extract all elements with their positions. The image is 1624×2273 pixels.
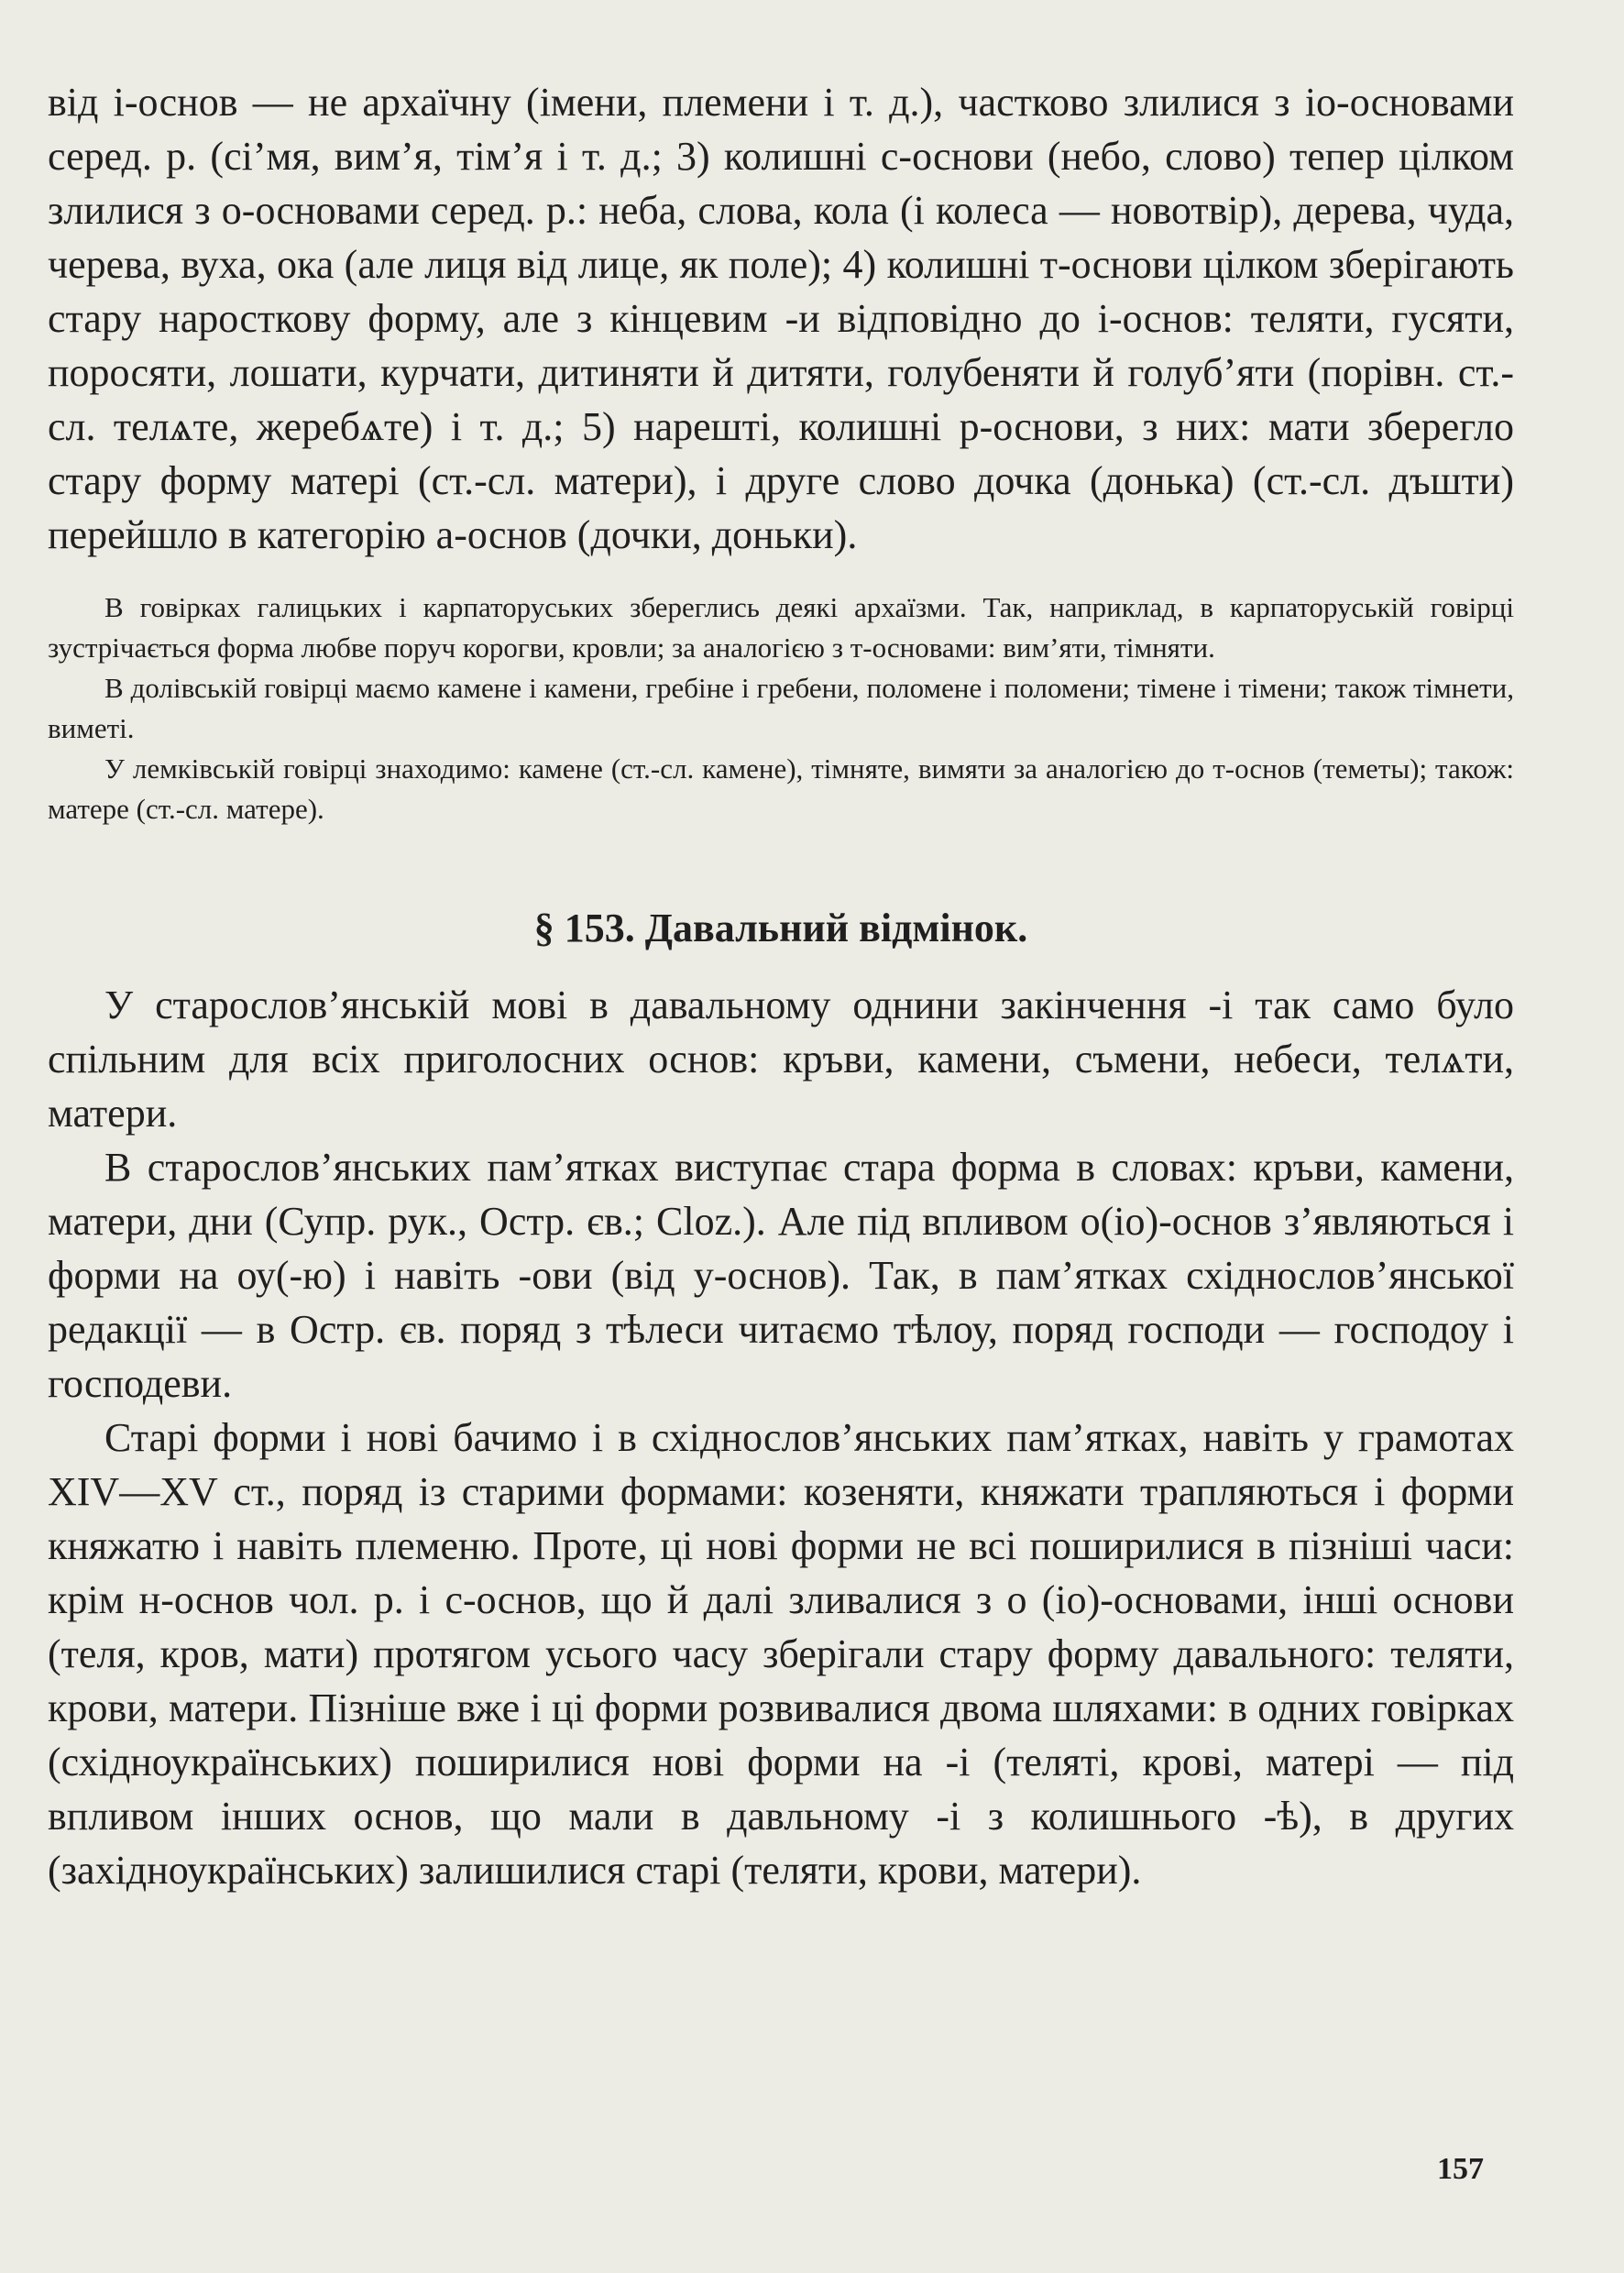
section-title: § 153. Давальний відмінок.	[533, 906, 1028, 950]
section-paragraph: В старослов’янських пам’ятках виступає стара форма в словах: кръви, камени, матери, дни (Супр. рук., Остр. єв.; Cloz.). Але під впливом о(іо)-основ з’являються і форми на оу(-ю) і навіть -ови (від у-основ). Так, в пам’ятках східнослов’янської редакції — в Остр. єв. поряд з тѣлеси читаємо тѣлоу, поряд господи — господоу і господеви.	[48, 1145, 1514, 1406]
section-paragraph: У старослов’янській мові в давальному однини закінчення -і так само було спільним для всіх приголосних основ: кръви, камени, съмени, небеси, телѧти, матери.	[48, 983, 1514, 1136]
footnote-paragraph: В говірках галицьких і карпаторуських збереглись деякі архаїзми. Так, наприклад, в карпаторуській говірці зустрічається форма любве поруч корогви, кровли; за аналогією з т-основами: вим’яти, тімняти.	[48, 591, 1514, 664]
body-paragraph: від і-основ — не архаїчну (імени, племени і т. д.), частково злилися з іо-основами серед. р. (сі’мя, вим’я, тім’я і т. д.; 3) колишні с-основи (небо, слово) тепер цілком злилися з о-основами серед. р.: неба, слова, кола (і колеса — новотвір), дерева, чуда, черева, вуха, ока (але лиця від лице, як поле); 4) колишні т-основи цілком зберігають стару наросткову форму, але з кінцевим -и відповідно до і-основ: теляти, гусяти, поросяти, лошати, курчати, дитиняти й дитяти, голубеняти й голуб’яти (порівн. ст.-сл. телѧте, жеребѧте) і т. д.; 5) нарешті, колишні р-основи, з них: мати зберегло стару форму матері (ст.-сл. матери), і друге слово дочка (донька) (ст.-сл. дъшти) перейшло в категорію а-основ (дочки, доньки).	[48, 80, 1514, 557]
footnote-paragraph: У лемківській говірці знаходимо: камене (ст.-сл. камене), тімнятe, вимяти за аналогією до т-основ (теметы); також: матере (ст.-сл. матере).	[48, 752, 1514, 825]
footnote-paragraph: В долівській говірці маємо камене і камени, гребіне і гребени, поломене і поломени; тімене і тімени; також тімнети, виметі.	[48, 672, 1514, 744]
page-body	[48, 75, 1514, 1897]
page-number: 157	[1437, 2152, 1484, 2186]
section-paragraph: Старі форми і нові бачимо і в східнослов’янських пам’ятках, навіть у грамотах XIV—XV ст., поряд із старими формами: козеняти, княжати трапляються і форми княжатю і навіть племеню. Проте, ці нові форми не всі поширилися в пізніші часи: крім н-основ чол. р. і с-основ, що й далі зливалися з о (іо)-основами, інші основи (теля, кров, мати) протягом усього часу зберігали стару форму давального: теляти, крови, матери. Пізніше вже і ці форми розвивалися двома шляхами: в одних говірках (східноукраїнських) поширилися нові форми на -і (теляті, крові, матері — під впливом інших основ, що мали в давльному -і з колишнього -ѣ), в других (західноукраїнських) залишилися старі (теляти, крови, матери).	[48, 1415, 1514, 1893]
